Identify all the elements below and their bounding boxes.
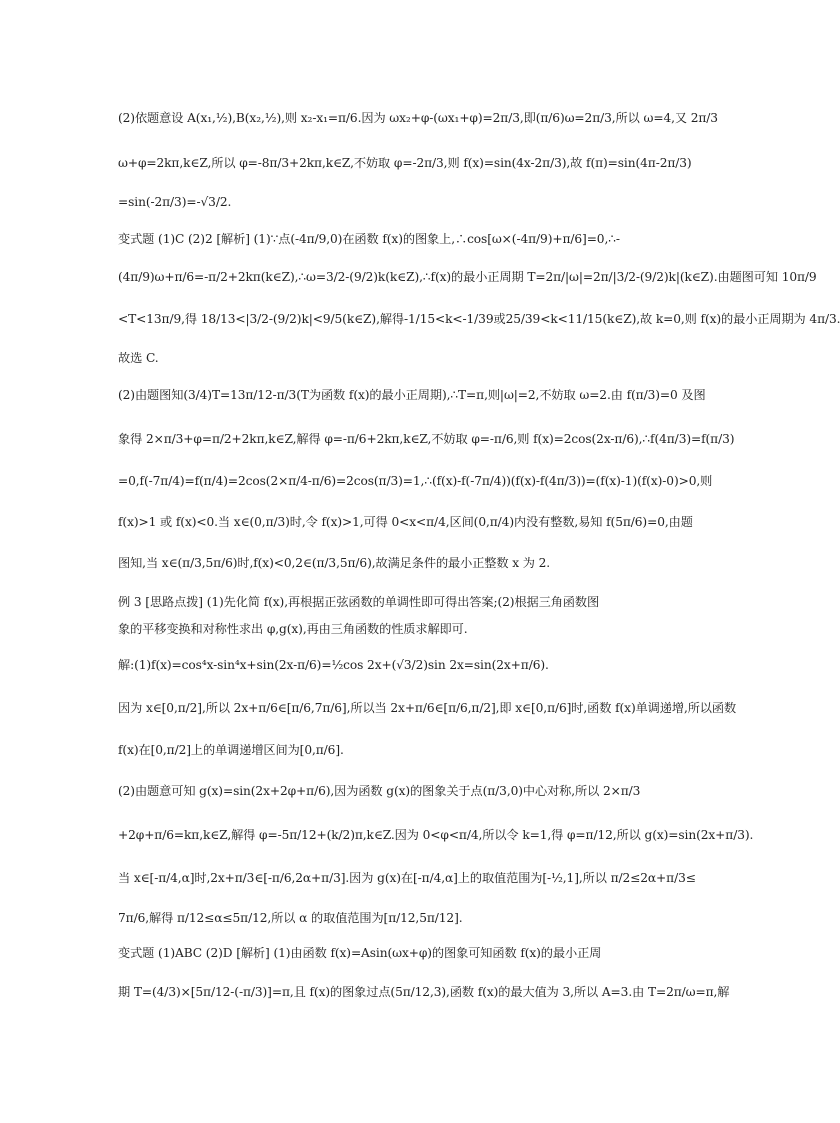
text-line: 因为 x∈[0,π/2],所以 2x+π/6∈[π/6,7π/6],所以当 2x+π/6∈[π/6,π/2],即 x∈[0,π/6]时,函数 f(x)单调递增,所以函数 [118,701,737,715]
text-line: 象的平移变换和对称性求出 φ,g(x),再由三角函数的性质求解即可. [118,622,468,636]
text-line: +2φ+π/6=kπ,k∈Z,解得 φ=-5π/12+(k/2)π,k∈Z.因为 0<φ<π/4,所以令 k=1,得 φ=π/12,所以 g(x)=sin(2x+π/3). [118,828,754,842]
text-line: f(x)>1 或 f(x)<0.当 x∈(0,π/3)时,令 f(x)>1,可得 0<x<π/4,区间(0,π/4)内没有整数,易知 f(5π/6)=0,由题 [118,515,693,529]
text-line: (2)由题图知(3/4)T=13π/12-π/3(T为函数 f(x)的最小正周期),∴T=π,则|ω|=2,不妨取 ω=2.由 f(π/3)=0 及图 [118,388,706,402]
text-line: =0,f(-7π/4)=f(π/4)=2cos(2×π/4-π/6)=2cos(π/3)=1,∴(f(x)-f(-7π/4))(f(x)-f(4π/3))=(f(x)-1)(f(x)-0)>0,则 [118,474,713,488]
text-line: ω+φ=2kπ,k∈Z,所以 φ=-8π/3+2kπ,k∈Z,不妨取 φ=-2π/3,则 f(x)=sin(4x-2π/3),故 f(π)=sin(4π-2π/3) [118,156,692,170]
text-line: =sin(-2π/3)=-√3/2. [118,195,232,209]
text-line: 变式题 (1)C (2)2 [解析] (1)∵点(-4π/9,0)在函数 f(x)的图象上,∴cos[ω×(-4π/9)+π/6]=0,∴- [118,232,620,246]
text-line: f(x)在[0,π/2]上的单调递增区间为[0,π/6]. [118,743,344,757]
text-line: 图知,当 x∈(π/3,5π/6)时,f(x)<0,2∈(π/3,5π/6),故满足条件的最小正整数 x 为 2. [118,556,551,570]
text-line: (2)由题意可知 g(x)=sin(2x+2φ+π/6),因为函数 g(x)的图象关于点(π/3,0)中心对称,所以 2×π/3 [118,784,641,798]
text-line: 解:(1)f(x)=cos⁴x-sin⁴x+sin(2x-π/6)=½cos 2x+(√3/2)sin 2x=sin(2x+π/6). [118,658,549,672]
text-line: 期 T=(4/3)×[5π/12-(-π/3)]=π,且 f(x)的图象过点(5π/12,3),函数 f(x)的最大值为 3,所以 A=3.由 T=2π/ω=π,解 [118,985,730,999]
text-line: 7π/6,解得 π/12≤α≤5π/12,所以 α 的取值范围为[π/12,5π/12]. [118,911,463,925]
text-line: (2)依题意设 A(x₁,½),B(x₂,½),则 x₂-x₁=π/6.因为 ωx₂+φ-(ωx₁+φ)=2π/3,即(π/6)ω=2π/3,所以 ω=4,又 2π/3 [118,111,718,125]
text-line: <T<13π/9,得 18/13<|3/2-(9/2)k|<9/5(k∈Z),解得-1/15<k<-1/39或25/39<k<11/15(k∈Z),故 k=0,则 f(x)的最小正周期为 4π/3. [118,312,840,326]
text-line: (4π/9)ω+π/6=-π/2+2kπ(k∈Z),∴ω=3/2-(9/2)k(k∈Z),∴f(x)的最小正周期 T=2π/|ω|=2π/|3/2-(9/2)k|(k∈Z).由题图可知 10π/9 [118,270,817,284]
text-line: 象得 2×π/3+φ=π/2+2kπ,k∈Z,解得 φ=-π/6+2kπ,k∈Z,不妨取 φ=-π/6,则 f(x)=2cos(2x-π/6),∴f(4π/3)=f(π/3) [118,432,735,446]
text-line: 变式题 (1)ABC (2)D [解析] (1)由函数 f(x)=Asin(ωx+φ)的图象可知函数 f(x)的最小正周 [118,946,602,960]
text-line: 例 3 [思路点拨] (1)先化简 f(x),再根据正弦函数的单调性即可得出答案;(2)根据三角函数图 [118,595,600,609]
text-line: 当 x∈[-π/4,α]时,2x+π/3∈[-π/6,2α+π/3].因为 g(x)在[-π/4,α]上的取值范围为[-½,1],所以 π/2≤2α+π/3≤ [118,871,696,885]
text-line: 故选 C. [118,351,159,365]
